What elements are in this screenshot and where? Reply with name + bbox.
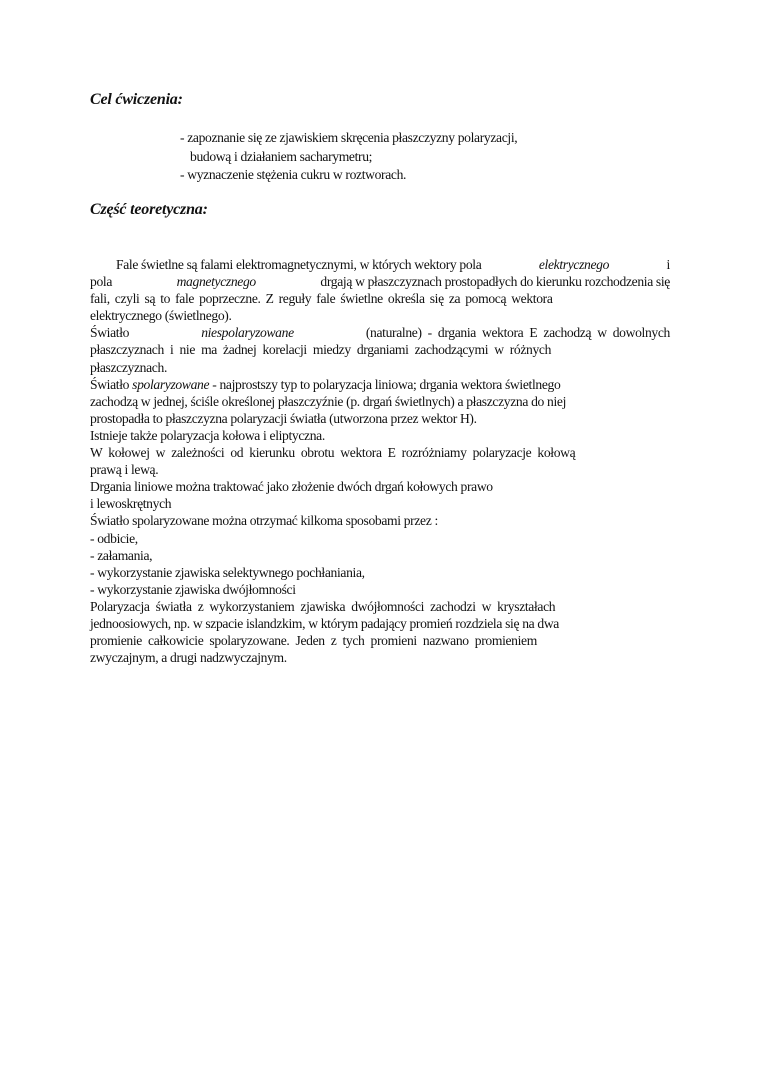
goal-item: - wyznaczenie stężenia cukru w roztworach. [180, 167, 407, 182]
text-line: fali, czyli są to fale poprzeczne. Z reguły fale świetlne określa się za pomocą wektora [90, 291, 553, 307]
text-line: prostopadła to płaszczyzna polaryzacji światła (utworzona przez wektor H). [90, 410, 477, 426]
goal-list [180, 129, 620, 185]
text-line: prawą i lewą. [90, 462, 159, 478]
text-line: płaszczyznach. [90, 359, 167, 375]
goal-heading: Cel ćwiczenia: [90, 91, 183, 108]
text-line: Polaryzacja światła z wykorzystaniem zjawiska dwójłomności zachodzi w kryształach [90, 598, 556, 614]
text-line: elektrycznego (świetlnego). [90, 308, 232, 324]
goal-item: budową i działaniem sacharymetru; [190, 148, 373, 164]
text-line: Fale świetlne są falami elektromagnetycznymi, w których wektory pola elektrycznego i [116, 257, 670, 272]
text-line: zachodzą w jednej, ściśle określonej płaszczyźnie (p. drgań świetlnych) a płaszczyzna do niej [90, 393, 567, 409]
list-item: - wykorzystanie zjawiska dwójłomności [90, 581, 296, 597]
text-line: płaszczyznach i nie ma żadnej korelacji miedzy drganiami zachodzącymi w różnych [90, 342, 552, 358]
text-line: Światło spolaryzowane - najprostszy typ to polaryzacja liniowa; drgania wektora świetlnego [90, 376, 561, 392]
text-line: zwyczajnym, a drugi nadzwyczajnym. [90, 650, 287, 666]
list-item: - wykorzystanie zjawiska selektywnego pochłaniania, [90, 564, 365, 580]
theory-heading: Część teoretyczna: [90, 201, 208, 218]
text-line: Światło spolaryzowane można otrzymać kilkoma sposobami przez : [90, 513, 438, 529]
goal-item: - zapoznanie się ze zjawiskiem skręcenia płaszczyzny polaryzacji, [180, 130, 518, 145]
theory-body [90, 256, 670, 666]
text-line: Istnieje także polaryzacja kołowa i eliptyczna. [90, 427, 325, 443]
text-line: promienie całkowicie spolaryzowane. Jeden z tych promieni nazwano promieniem [90, 633, 537, 649]
text-line: Drgania liniowe można traktować jako złożenie dwóch drgań kołowych prawo [90, 479, 493, 495]
text-line: pola magnetycznego drgają w płaszczyznach prostopadłych do kierunku rozchodzenia się [90, 274, 670, 290]
list-item: - odbicie, [90, 530, 138, 546]
text-line: Światło niespolaryzowane (naturalne) - drgania wektora E zachodzą w dowolnych [90, 325, 670, 341]
text-line: jednoosiowych, np. w szpacie islandzkim, w którym padający promień rozdziela się na dwa [90, 615, 559, 631]
list-item: - załamania, [90, 547, 153, 563]
text-line: W kołowej w zależności od kierunku obrotu wektora E rozróżniamy polaryzacje kołową [90, 445, 576, 461]
text-line: i lewoskrętnych [90, 496, 172, 512]
